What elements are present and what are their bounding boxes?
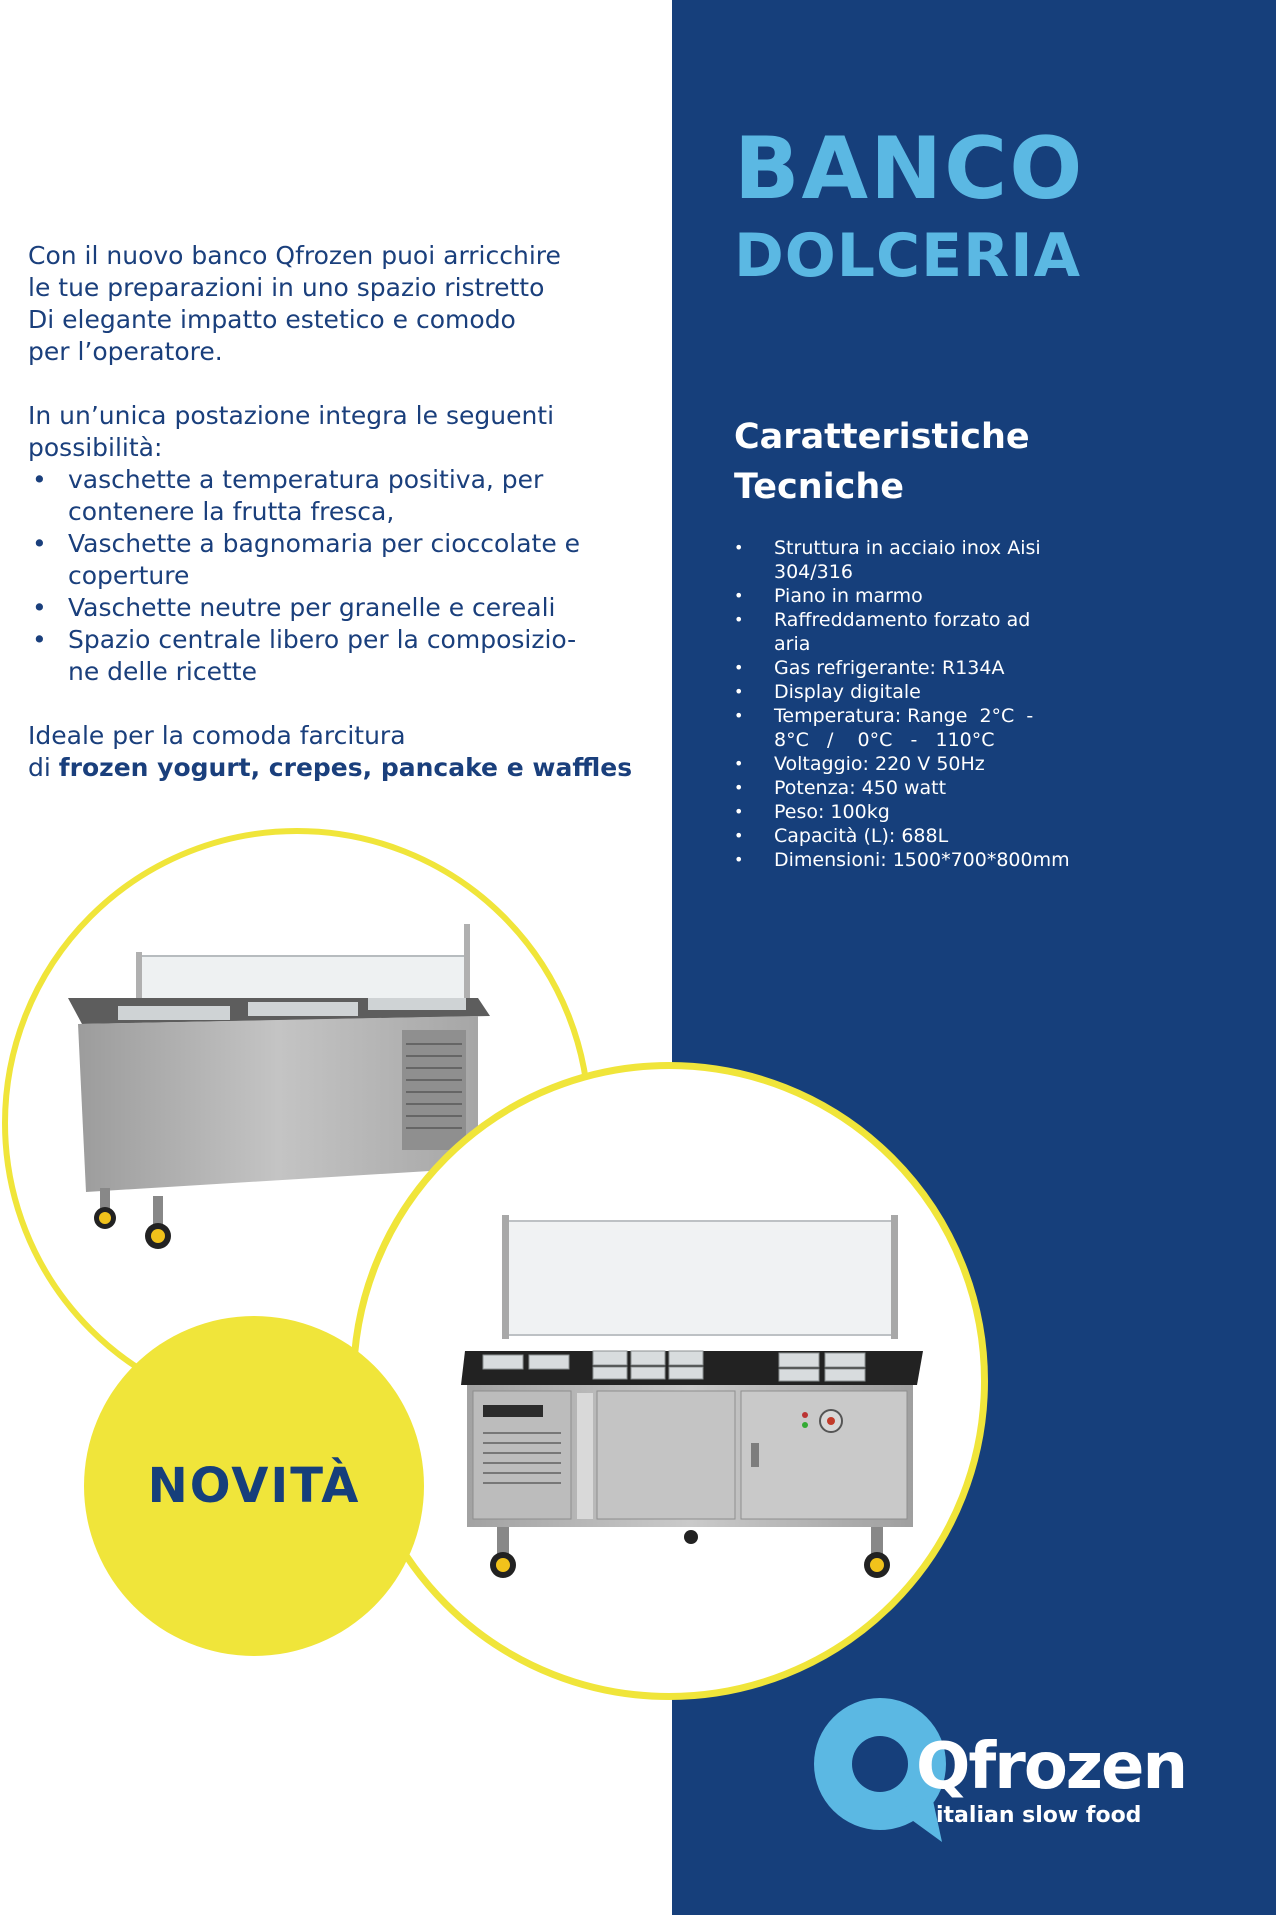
title-line-2: DOLCERIA xyxy=(734,221,1082,291)
specs-heading: Caratteristiche Tecniche xyxy=(734,417,1030,507)
spec-item: • Piano in marmo xyxy=(734,584,1094,608)
logo-tagline: italian slow food xyxy=(936,1803,1142,1828)
novita-badge xyxy=(84,1316,424,1656)
intro-paragraph-1: Con il nuovo banco Qfrozen puoi arricchire le tue preparazioni in uno spazio ristretto Di elegante impatto estetico e comodo per l’operatore. xyxy=(28,241,561,366)
spec-item: • Temperatura: Range 2°C - 8°C / 0°C - 110°C xyxy=(734,704,1094,752)
list-item: • vaschette a temperatura positiva, per contenere la frutta fresca, xyxy=(28,464,648,528)
product-image-circle-2 xyxy=(350,1062,988,1700)
intro-paragraph-3: Ideale per la comoda farcitura di frozen yogurt, crepes, pancake e waffles xyxy=(28,721,633,782)
qfrozen-logo-icon xyxy=(806,1692,1186,1852)
highlighted-products: frozen yogurt, crepes, pancake e waffles xyxy=(58,753,633,782)
specs-list xyxy=(734,536,1094,872)
features-list xyxy=(28,464,648,688)
spec-item: • Dimensioni: 1500*700*800mm xyxy=(734,848,1094,872)
list-item: • Vaschette neutre per granelle e cereali xyxy=(28,592,648,624)
brand-logo xyxy=(806,1692,1186,1856)
title-line-1: BANCO xyxy=(734,119,1085,219)
spec-item: • Display digitale xyxy=(734,680,1094,704)
intro-paragraph-2: In un’unica postazione integra le seguenti possibilità: xyxy=(28,401,555,462)
badge-label: NOVITÀ xyxy=(147,1458,361,1514)
spec-item: • Struttura in acciaio inox Aisi 304/316 xyxy=(734,536,1094,584)
intro-text xyxy=(28,240,648,784)
spec-item: • Gas refrigerante: R134A xyxy=(734,656,1094,680)
page-title xyxy=(734,119,1085,291)
product-photo-counter-with-doors xyxy=(357,1069,981,1693)
spec-item: • Raffreddamento forzato ad aria xyxy=(734,608,1094,656)
spec-item: • Capacità (L): 688L xyxy=(734,824,1094,848)
spec-item: • Peso: 100kg xyxy=(734,800,1094,824)
spec-item: • Voltaggio: 220 V 50Hz xyxy=(734,752,1094,776)
list-item: • Vaschette a bagnomaria per cioccolate e coperture xyxy=(28,528,648,592)
spec-item: • Potenza: 450 watt xyxy=(734,776,1094,800)
logo-brand-text: Qfrozen xyxy=(916,1730,1186,1804)
list-item: • Spazio centrale libero per la composizio- ne delle ricette xyxy=(28,624,648,688)
